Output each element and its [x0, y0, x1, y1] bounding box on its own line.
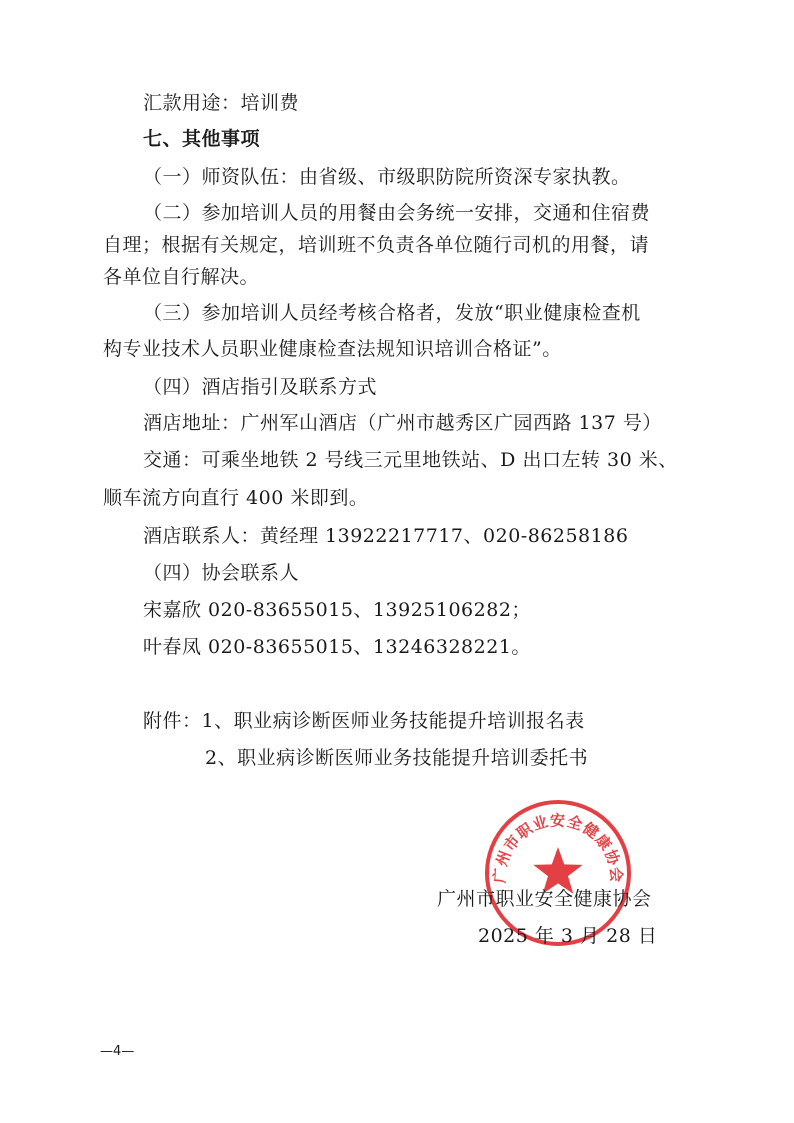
meals-item-line-2: 自理；根据有关规定，培训班不负责各单位随行司机的用餐，请 — [103, 234, 650, 256]
contact-person-2: 叶春凤 020-83655015、13246328221。 — [143, 636, 531, 658]
payment-purpose: 汇款用途：培训费 — [143, 92, 300, 114]
transport-line-2: 顺车流方向直行 400 米即到。 — [103, 487, 369, 509]
hotel-heading: （四）酒店指引及联系方式 — [143, 376, 378, 398]
certificate-item-line-1: （三）参加培训人员经考核合格者，发放“职业健康检查机 — [143, 302, 641, 324]
meals-item-line-3: 各单位自行解决。 — [103, 266, 260, 288]
signature-organization: 广州市职业安全健康协会 — [437, 888, 652, 910]
transport-line-1: 交通：可乘坐地铁 2 号线三元里地铁站、D 出口左转 30 米、 — [143, 449, 678, 471]
association-contact-heading: （四）协会联系人 — [143, 562, 300, 584]
page-number: —4— — [100, 1044, 135, 1059]
contact-person-1: 宋嘉欣 020-83655015、13925106282； — [143, 599, 531, 621]
svg-text:广州市职业安全健康协会: 广州市职业安全健康协会 — [490, 811, 626, 884]
attachment-line-1: 附件：1、职业病诊断医师业务技能提升培训报名表 — [143, 710, 585, 732]
attachment-line-2: 2、职业病诊断医师业务技能提升培训委托书 — [205, 747, 589, 769]
hotel-contact: 酒店联系人：黄经理 13922217717、020-86258186 — [143, 525, 629, 547]
signature-date: 2025 年 3 月 28 日 — [478, 925, 658, 947]
section-title: 七、其他事项 — [143, 128, 261, 150]
certificate-item-line-2: 构专业技术人员职业健康检查法规知识培训合格证”。 — [103, 338, 562, 360]
meals-item-line-1: （二）参加培训人员的用餐由会务统一安排，交通和住宿费 — [143, 202, 651, 224]
faculty-item: （一）师资队伍：由省级、市级职防院所资深专家执教。 — [143, 166, 631, 188]
hotel-address: 酒店地址：广州军山酒店（广州市越秀区广园西路 137 号） — [143, 412, 662, 434]
